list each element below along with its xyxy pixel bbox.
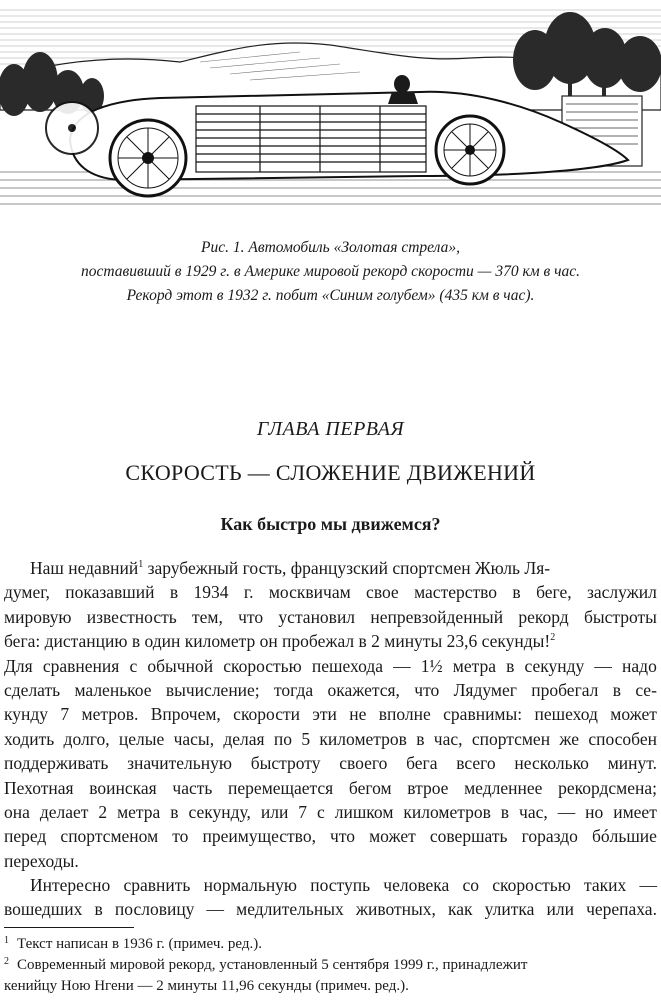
footnote-2-continued: кенийцу Ною Нгени — 2 минуты 11,96 секунды (примеч. ред.). xyxy=(4,978,409,994)
footnote-divider xyxy=(4,927,134,928)
far-wheel xyxy=(46,102,98,154)
chapter-label: ГЛАВА ПЕРВАЯ xyxy=(256,418,405,440)
text-line: мировую известность тем, что установил непревзойденный рекорд быстроты xyxy=(4,606,657,627)
footnote-number: 2 xyxy=(4,956,9,967)
text-line: Для сравнения с обычной скоростью пешехода — 1½ метра в секунду — надо xyxy=(4,655,657,676)
text-line: переходы. xyxy=(4,850,79,871)
text-line: кунду 7 метров. Впрочем, скорости эти не вполне сравнимы: пешеход может xyxy=(4,704,657,725)
body-text xyxy=(4,556,657,922)
figure-caption xyxy=(0,236,661,308)
footnote-text: Текст написан в 1936 г. (примеч. ред.). xyxy=(17,936,262,952)
text-line xyxy=(4,629,657,653)
text-fragment: бега: дистанцию в один километр он пробежал в 2 минуты 23,6 секунды!$^2$ xyxy=(4,631,556,652)
footnote-text: Современный мировой рекорд, установленный 5 сентября 1999 г., принадлежит xyxy=(17,957,528,973)
text-line: поддерживать значительную быстроту своего бега всего несколько минут. xyxy=(4,753,657,774)
section-title: Как быстро мы движемся? xyxy=(220,514,441,534)
caption-line: Рекорд этот в 1932 г. побит «Синим голубем» (435 км в час). xyxy=(126,287,535,304)
race-car-illustration xyxy=(0,0,661,215)
car-grille xyxy=(196,106,426,172)
text-fragment: Наш недавний$^1$ зарубежный гость, французский спортсмен Жюль Ля- xyxy=(30,558,551,578)
caption-line: Рис. 1. Автомобиль «Золотая стрела», xyxy=(201,239,460,256)
text-line: она делает 2 метра в секунду, или 7 с лишком километров в час, — но имеет xyxy=(4,801,657,822)
text-line: ходить долго, целые часы, делая по 5 километров в час, спортсмен же способен xyxy=(4,728,657,749)
caption-line: поставивший в 1929 г. в Америке мировой рекорд скорости — 370 км в час. xyxy=(81,263,580,280)
text-line xyxy=(4,556,657,580)
text-line: вошедших в пословицу — медлительных животных, как улитка или черепаха. xyxy=(4,899,657,920)
text-line: думег, показавший в 1934 г. москвичам свое мастерство в беге, заслужил xyxy=(4,582,657,603)
text-line: Пехотная воинская часть перемещается бегом втрое медленнее рекордсмена; xyxy=(4,777,657,798)
chapter-title: СКОРОСТЬ — СЛОЖЕНИЕ ДВИЖЕНИЙ xyxy=(125,460,536,485)
front-wheel xyxy=(110,120,186,196)
footnote-2 xyxy=(4,955,657,976)
text-line: Интересно сравнить нормальную поступь человека со скоростью таких — xyxy=(30,875,657,896)
text-line: перед спортсменом то преимущество, что может совершать гораздо бóльшие xyxy=(4,826,657,847)
footnote-ref-1[interactable]: 1 xyxy=(138,559,144,570)
text-line: сделать маленькое вычисление; тогда окажется, что Лядумег пробегал в се- xyxy=(4,679,657,700)
footnote-number: 1 xyxy=(4,935,9,946)
footnote-ref-2[interactable]: 2 xyxy=(550,632,556,644)
footnote-1 xyxy=(4,934,657,955)
rear-wheel xyxy=(436,116,504,184)
footnotes xyxy=(4,934,657,997)
